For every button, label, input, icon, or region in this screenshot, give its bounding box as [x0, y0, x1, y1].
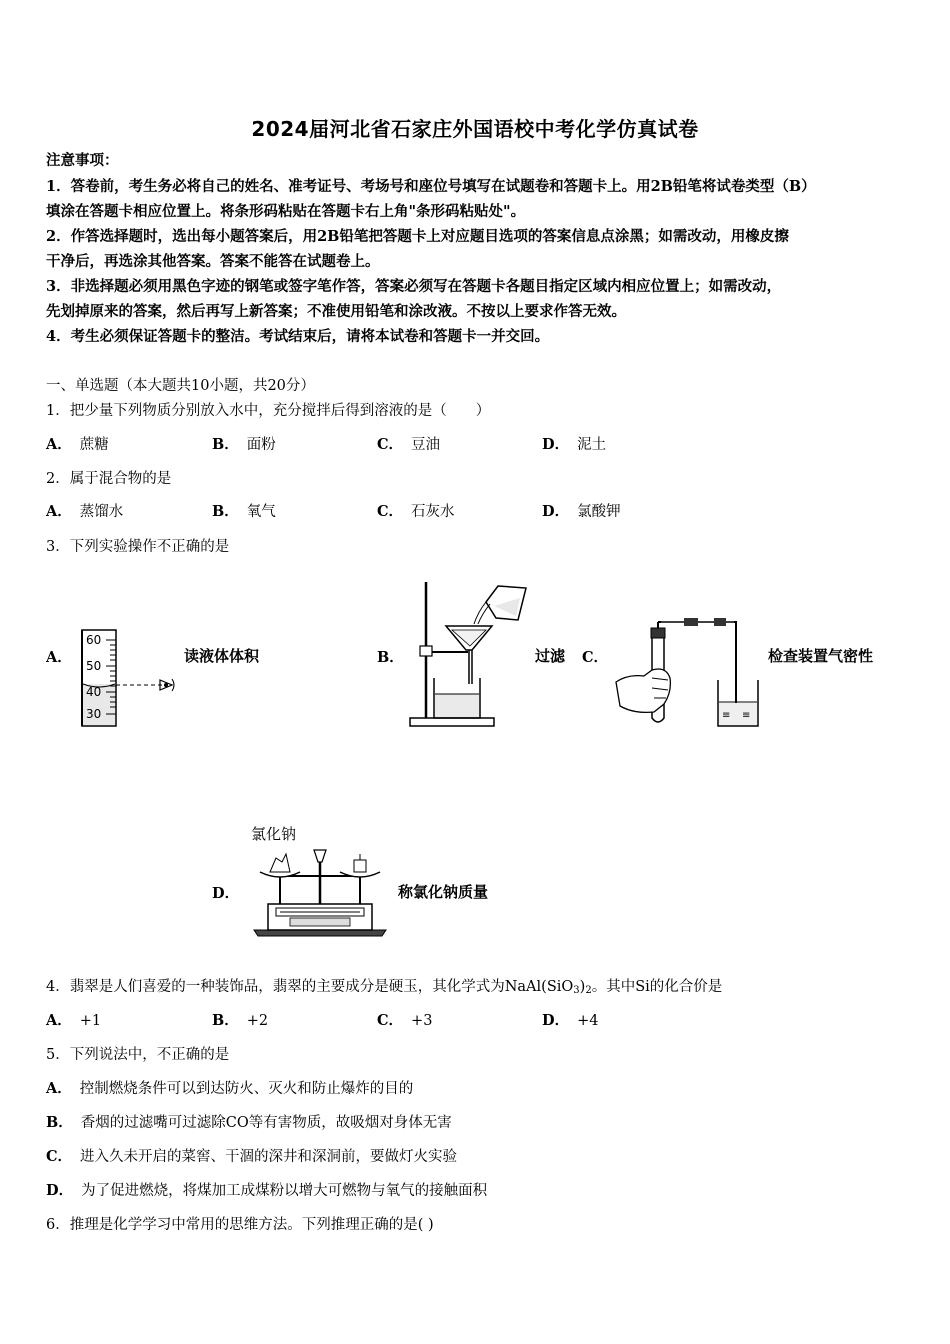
cylinder-tick-50: 50 [86, 659, 102, 673]
q2-option-a[interactable]: A． 蒸馏水 [46, 503, 124, 520]
q3-fig-a-caption: 读液体体积 [184, 647, 260, 665]
notice-line-1: 1．答卷前，考生务必将自己的姓名、准考证号、考场号和座位号填写在试题卷和答题卡上。用2B铅笔将试卷类型（B） [46, 178, 816, 195]
q2-option-c[interactable]: C． 石灰水 [377, 503, 455, 520]
q5-option-c[interactable]: C． 进入久未开启的菜窖、干涸的深井和深洞前，要做灯火实验 [46, 1148, 458, 1165]
notice-line-4: 干净后，再选涂其他答案。答案不能答在试题卷上。 [46, 253, 380, 270]
q3-option-b-key[interactable]: B． [377, 649, 404, 666]
balance-scale-figure [250, 842, 390, 938]
svg-text:≡: ≡ [742, 710, 751, 721]
notice-line-7: 4．考生必须保证答题卡的整洁。考试结束后，请将本试卷和答题卡一并交回。 [46, 328, 550, 345]
notice-line-6: 先划掉原来的答案，然后再写上新答案；不准使用铅笔和涂改液。不按以上要求作答无效。 [46, 303, 626, 320]
q4-stem: 4．翡翠是人们喜爱的一种装饰品，翡翠的主要成分是硬玉，其化学式为$NaAl(SiO_3)_2$。其中Si的化合价是 [46, 979, 723, 996]
q1-stem: 1．把少量下列物质分别放入水中，充分搅拌后得到溶液的是（ ） [46, 403, 491, 419]
filtration-figure [408, 580, 533, 730]
q4-option-b[interactable]: B． +2 [212, 1012, 269, 1029]
sodium-chloride-label: 氯化钠 [251, 825, 297, 843]
q4-option-a[interactable]: A． +1 [46, 1012, 102, 1029]
airtightness-check-figure [614, 618, 764, 730]
q1-option-a[interactable]: A． 蔗糖 [46, 436, 109, 453]
q4-option-c[interactable]: C． +3 [377, 1012, 433, 1029]
cylinder-tick-30: 30 [86, 707, 102, 721]
exam-title: 2024届河北省石家庄外国语校中考化学仿真试卷 [251, 117, 699, 141]
q5-stem: 5．下列说法中，不正确的是 [46, 1047, 230, 1063]
q6-stem: 6．推理是化学学习中常用的思维方法。下列推理正确的是( ) [46, 1217, 434, 1233]
q3-fig-c-caption: 检查装置气密性 [768, 647, 874, 665]
q3-option-d-key[interactable]: D． [212, 885, 240, 902]
cylinder-tick-60: 60 [86, 633, 102, 647]
q2-option-b[interactable]: B． 氧气 [212, 503, 276, 520]
notice-heading: 注意事项： [46, 152, 119, 169]
q1-option-b[interactable]: B． 面粉 [212, 436, 276, 453]
q3-option-a-key[interactable]: A． [46, 649, 72, 666]
q5-option-d[interactable]: D． 为了促进燃烧，将煤加工成煤粉以增大可燃物与氧气的接触面积 [46, 1182, 488, 1199]
q2-stem: 2．属于混合物的是 [46, 471, 172, 487]
q5-option-a[interactable]: A． 控制燃烧条件可以到达防火、灭火和防止爆炸的目的 [46, 1080, 414, 1097]
graduated-cylinder-figure [76, 628, 186, 728]
notice-line-3: 2．作答选择题时，选出每小题答案后，用2B铅笔把答题卡上对应题目选项的答案信息点涂黑；如需改动，用橡皮擦 [46, 228, 789, 245]
q3-stem: 3．下列实验操作不正确的是 [46, 539, 230, 555]
q2-option-d[interactable]: D． 氯酸钾 [542, 503, 621, 520]
q3-option-c-key[interactable]: C． [582, 649, 609, 666]
q1-option-d[interactable]: D． 泥土 [542, 436, 607, 453]
cylinder-tick-40: 40 [86, 685, 102, 699]
notice-line-2: 填涂在答题卡相应位置上。将条形码粘贴在答题卡右上角"条形码粘贴处"。 [46, 203, 526, 220]
q3-fig-b-caption: 过滤 [535, 647, 566, 665]
q5-option-b[interactable]: B． 香烟的过滤嘴可过滤除CO等有害物质，故吸烟对身体无害 [46, 1114, 452, 1131]
q3-fig-d-caption: 称氯化钠质量 [398, 883, 489, 901]
q1-option-c[interactable]: C． 豆油 [377, 436, 441, 453]
q4-option-d[interactable]: D． +4 [542, 1012, 599, 1029]
notice-line-5: 3．非选择题必须用黑色字迹的钢笔或签字笔作答，答案必须写在答题卡各题目指定区域内相应位置上；如需改动， [46, 278, 782, 295]
section-heading: 一、单选题（本大题共10小题，共20分） [46, 378, 315, 394]
svg-text:≡: ≡ [722, 710, 731, 721]
